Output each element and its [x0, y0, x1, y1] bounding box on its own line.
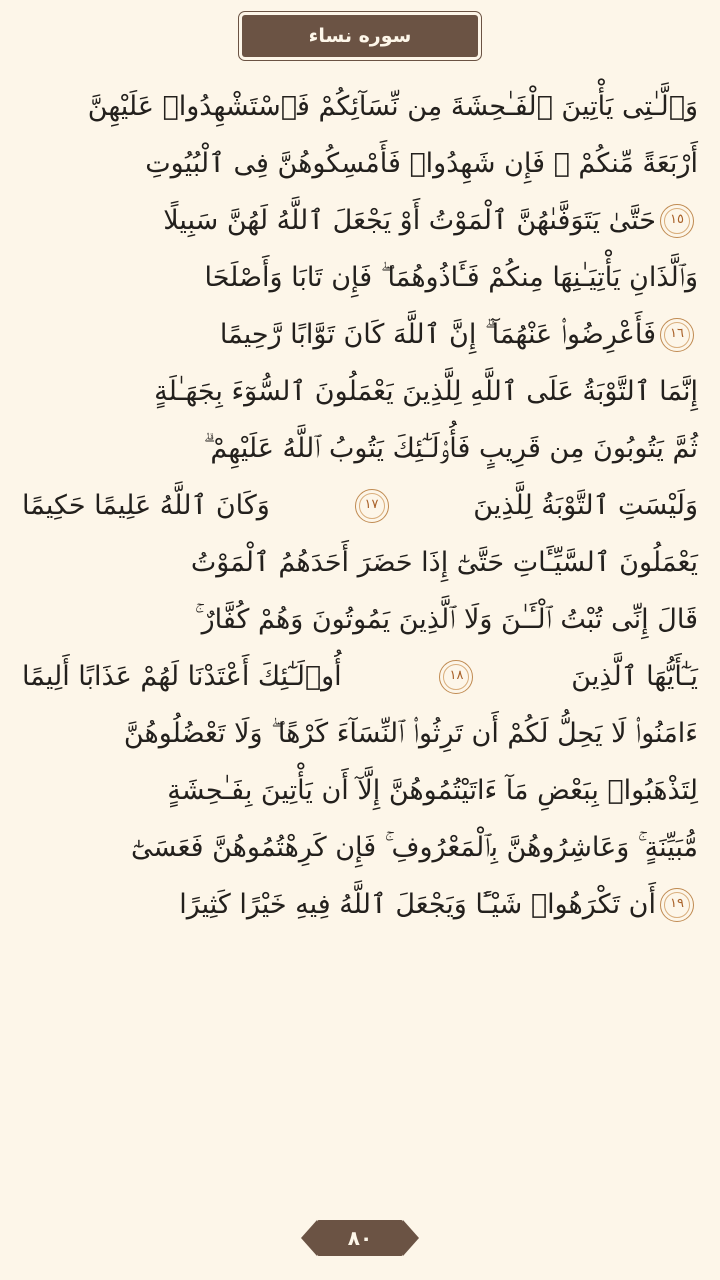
quran-line: [22, 477, 698, 534]
quran-line-text: أَن تَكْرَهُوا۟ شَيْـًٔا وَيَجْعَلَ ٱللَّهُ فِيهِ خَيْرًا كَثِيرًا: [179, 888, 656, 920]
quran-line-text: ثُمَّ يَتُوبُونَ مِن قَرِيبٍ فَأُو۟لَـٰٓئِكَ يَتُوبُ ٱللَّهُ عَلَيْهِمْ ۗ: [203, 432, 698, 464]
quran-line: [22, 591, 698, 648]
quran-line: [22, 420, 698, 477]
quran-line: [22, 249, 698, 306]
quran-line-text: وَٱلَّـٰتِى يَأْتِينَ ٱلْفَـٰحِشَةَ مِن نِّسَآئِكُمْ فَٱسْتَشْهِدُوا۟ عَلَيْهِنَّ: [87, 90, 698, 122]
quran-line-text: فَأَعْرِضُوا۟ عَنْهُمَآ ۗ إِنَّ ٱللَّهَ كَانَ تَوَّابًا رَّحِيمًا: [219, 318, 656, 350]
quran-line: [22, 534, 698, 591]
quran-line: [22, 876, 698, 933]
quran-line: [22, 192, 698, 249]
surah-banner: [242, 15, 478, 57]
quran-line-text: لِتَذْهَبُوا۟ بِبَعْضِ مَآ ءَاتَيْتُمُوهُنَّ إِلَّآ أَن يَأْتِينَ بِفَـٰحِشَةٍ: [167, 774, 698, 806]
quran-line-text-after: يَـٰٓأَيُّهَا ٱلَّذِينَ: [571, 660, 698, 692]
quran-line-text: حَتَّىٰ يَتَوَفَّىٰهُنَّ ٱلْمَوْتُ أَوْ يَجْعَلَ ٱللَّهُ لَهُنَّ سَبِيلًا: [163, 204, 656, 236]
quran-line-text-after: وَلَيْسَتِ ٱلتَّوْبَةُ لِلَّذِينَ: [473, 489, 698, 521]
quran-line: [22, 648, 698, 705]
quran-line-text: أُو۟لَـٰٓئِكَ أَعْتَدْنَا لَهُمْ عَذَابًا أَلِيمًا: [22, 660, 342, 692]
ayah-number: ١٥: [670, 212, 684, 228]
quran-line: [22, 819, 698, 876]
surah-title: سوره نساء: [308, 24, 412, 47]
ayah-number: ١٦: [670, 326, 684, 342]
ayah-number-marker: [660, 318, 694, 352]
quran-line-text: يَعْمَلُونَ ٱلسَّيِّـَٔاتِ حَتَّىٰٓ إِذَا حَضَرَ أَحَدَهُمُ ٱلْمَوْتُ: [190, 546, 698, 578]
quran-line-text: وَكَانَ ٱللَّهُ عَلِيمًا حَكِيمًا: [22, 489, 270, 521]
page-number-badge: [317, 1220, 403, 1256]
quran-line-text: قَالَ إِنِّى تُبْتُ ٱلْـَٔـٰنَ وَلَا ٱلَّذِينَ يَمُوتُونَ وَهُمْ كُفَّارٌ ۚ: [194, 603, 698, 635]
ayah-number-marker: [660, 204, 694, 238]
quran-line-text: إِنَّمَا ٱلتَّوْبَةُ عَلَى ٱللَّهِ لِلَّذِينَ يَعْمَلُونَ ٱلسُّوٓءَ بِجَهَـٰلَةٍ: [154, 375, 698, 407]
quran-line: [22, 705, 698, 762]
quran-text-body: [0, 72, 720, 1196]
ayah-number: ١٩: [670, 896, 684, 912]
ayah-number-marker: [660, 888, 694, 922]
quran-line: [22, 363, 698, 420]
quran-line-text: أَرْبَعَةً مِّنكُمْ ۖ فَإِن شَهِدُوا۟ فَأَمْسِكُوهُنَّ فِى ٱلْبُيُوتِ: [145, 147, 698, 179]
quran-line: [22, 762, 698, 819]
page-footer: [0, 1196, 720, 1280]
quran-line: [22, 306, 698, 363]
page-number: ٨٠: [347, 1226, 373, 1250]
ayah-number: ١٧: [364, 497, 379, 513]
quran-line-text: ءَامَنُوا۟ لَا يَحِلُّ لَكُمْ أَن تَرِثُوا۟ ٱلنِّسَآءَ كَرْهًا ۖ وَلَا تَعْضُلُوهُنَّ: [123, 717, 698, 749]
ayah-number-marker: [439, 660, 473, 694]
ayah-number-marker: [355, 489, 389, 523]
quran-line: [22, 135, 698, 192]
quran-line-text: مُّبَيِّنَةٍ ۚ وَعَاشِرُوهُنَّ بِٱلْمَعْرُوفِ ۚ فَإِن كَرِهْتُمُوهُنَّ فَعَسَىٰٓ: [131, 831, 698, 863]
page-header: [0, 0, 720, 72]
quran-line: [22, 78, 698, 135]
quran-line-text: وَٱلَّذَانِ يَأْتِيَـٰنِهَا مِنكُمْ فَـَٔاذُوهُمَا ۖ فَإِن تَابَا وَأَصْلَحَا: [204, 261, 698, 293]
ayah-number: ١٨: [449, 668, 464, 684]
